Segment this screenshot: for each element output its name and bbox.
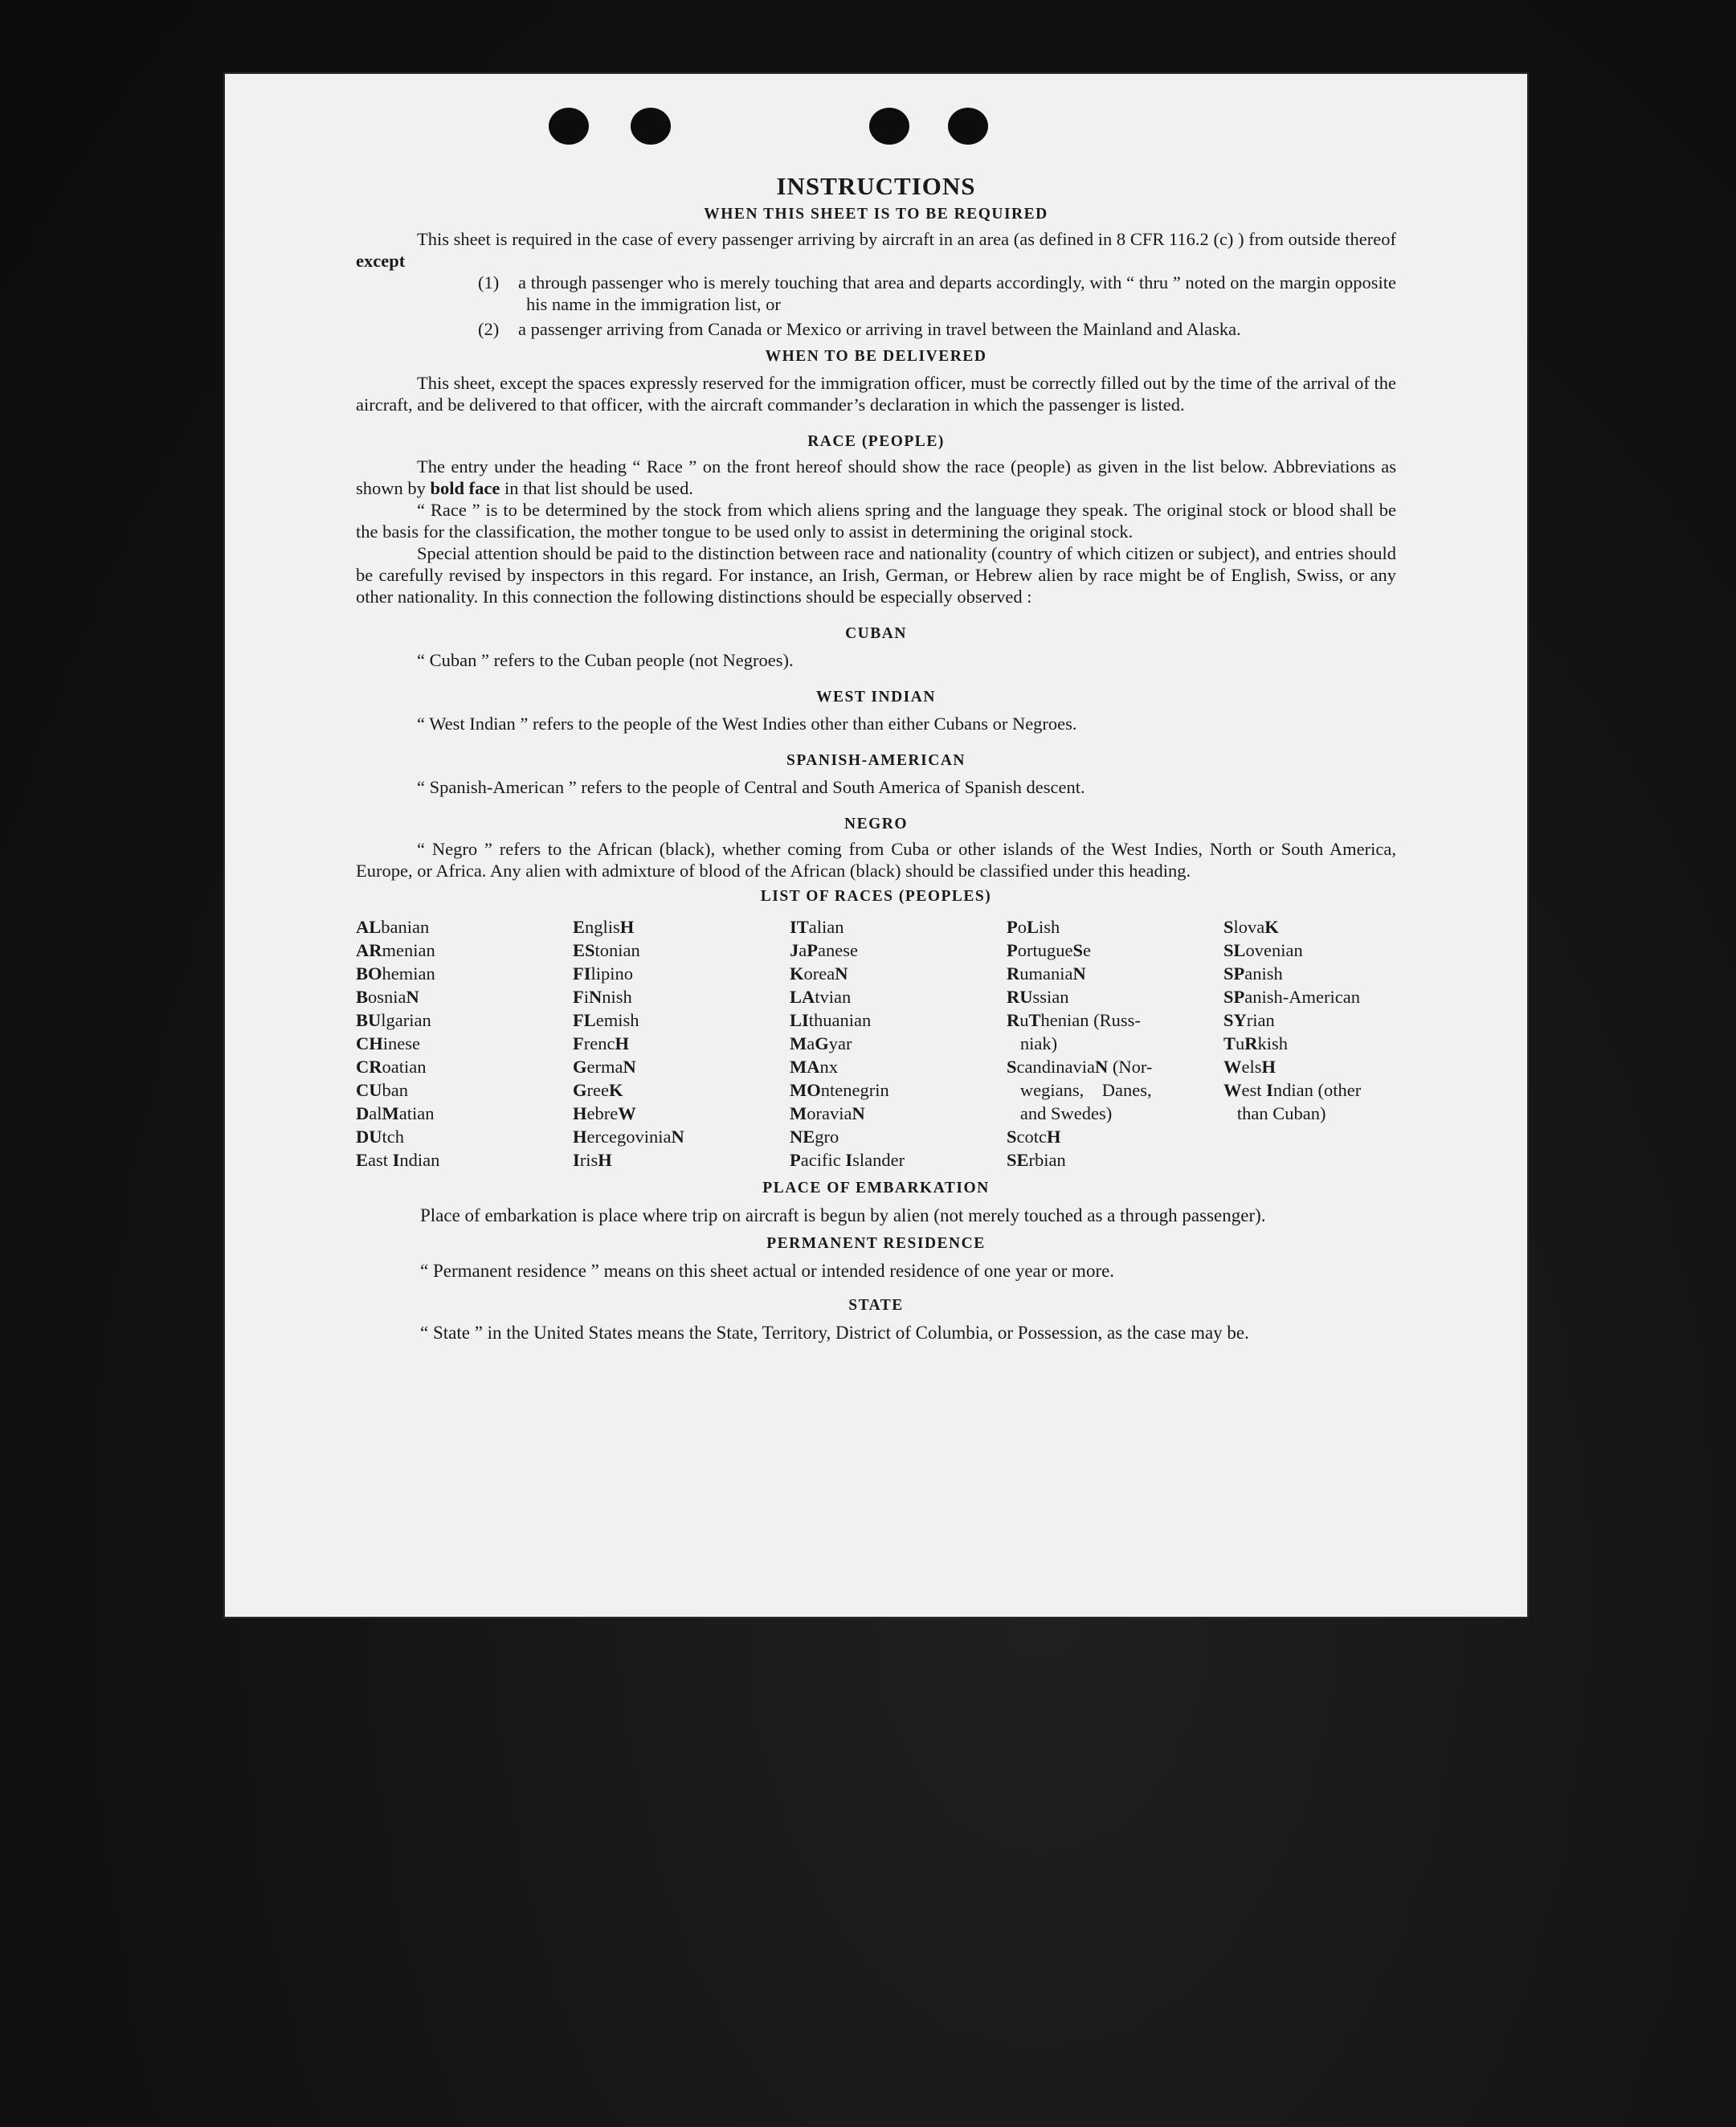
heading-list-of-races: LIST OF RACES (PEOPLES) bbox=[760, 888, 992, 905]
race-entry: ScotcH bbox=[1007, 1127, 1061, 1147]
race-entry: wegians, Danes, bbox=[1007, 1080, 1152, 1100]
punch-hole bbox=[948, 108, 988, 145]
race-entry: DUtch bbox=[356, 1127, 404, 1147]
race-entry: RumaniaN bbox=[1007, 963, 1086, 984]
heading-negro: NEGRO bbox=[843, 816, 908, 832]
state-text: “ State ” in the United States means the State, Territory, District of Columbia, or Possession, as the case may be. bbox=[420, 1323, 1249, 1343]
race-entry: SErbian bbox=[1007, 1150, 1066, 1170]
races-column bbox=[573, 915, 790, 1172]
spanish-american-text: “ Spanish-American ” refers to the people of Central and South America of Spanish descent. bbox=[417, 777, 1085, 797]
race-entry: EnglisH bbox=[573, 917, 635, 937]
heading-when-delivered: WHEN TO BE DELIVERED bbox=[765, 348, 987, 365]
races-list bbox=[356, 915, 1396, 1172]
exception-item: (2) a passenger arriving from Canada or Mexico or arriving in travel between the Mainland and Alaska. bbox=[478, 319, 1241, 339]
heading-when-required: WHEN THIS SHEET IS TO BE REQUIRED bbox=[704, 206, 1048, 223]
west-indian-text: “ West Indian ” refers to the people of the West Indies other than either Cubans or Negroes. bbox=[417, 714, 1077, 734]
instructions-content bbox=[356, 172, 1396, 1346]
race-entry: BUlgarian bbox=[356, 1010, 431, 1030]
race-entry: LIthuanian bbox=[790, 1010, 872, 1030]
race-entry: PoLish bbox=[1007, 917, 1060, 937]
when-required-intro: This sheet is required in the case of every passenger arriving by aircraft in an area (as defined in 8 CFR 116.2 (c) ) from outside thereof except bbox=[356, 229, 1396, 271]
races-column bbox=[1223, 915, 1396, 1172]
race-entry: East Indian bbox=[356, 1150, 440, 1170]
race-entry: SLovenian bbox=[1223, 940, 1303, 960]
race-entry: BosniaN bbox=[356, 987, 419, 1007]
race-paragraph-2: “ Race ” is to be determined by the stock from which aliens spring and the language they speak. The original stock or blood shall be the basis for the classification, the mother tongue to be used only to assist in determining the original stock. bbox=[356, 500, 1396, 542]
race-entry: FIlipino bbox=[573, 963, 634, 984]
race-entry: SYrian bbox=[1223, 1010, 1275, 1030]
race-entry: IrisH bbox=[573, 1150, 612, 1170]
race-entry: CRoatian bbox=[356, 1057, 427, 1077]
race-entry: GreeK bbox=[573, 1080, 623, 1100]
race-entry: ITalian bbox=[790, 917, 844, 937]
race-entry: SPanish-American bbox=[1223, 987, 1360, 1007]
race-entry: MoraviaN bbox=[790, 1103, 865, 1123]
races-column bbox=[356, 915, 573, 1172]
heading-race: RACE (PEOPLE) bbox=[807, 433, 945, 450]
race-entry: FrencH bbox=[573, 1033, 629, 1053]
race-entry: JaPanese bbox=[790, 940, 858, 960]
race-entry: MaGyar bbox=[790, 1033, 852, 1053]
race-entry: ScandinaviaN (Nor- bbox=[1007, 1057, 1153, 1077]
race-entry: FLemish bbox=[573, 1010, 639, 1030]
race-entry: and Swedes) bbox=[1007, 1103, 1113, 1123]
race-entry: Pacific Islander bbox=[790, 1150, 905, 1170]
race-entry: TuRkish bbox=[1223, 1033, 1289, 1053]
race-entry: EStonian bbox=[573, 940, 640, 960]
race-entry: West Indian (other bbox=[1223, 1080, 1362, 1100]
when-delivered-text: This sheet, except the spaces expressly reserved for the immigration officer, must be correctly filled out by the time of the arrival of the aircraft, and be delivered to that officer, with the aircraft commander’s declaration in which the passenger is listed. bbox=[356, 373, 1396, 415]
race-entry: FiNnish bbox=[573, 987, 632, 1007]
page-title: INSTRUCTIONS bbox=[776, 172, 976, 200]
race-entry: CHinese bbox=[356, 1033, 420, 1053]
race-entry: ALbanian bbox=[356, 917, 430, 937]
race-entry: HercegoviniaN bbox=[573, 1127, 684, 1147]
race-entry: HebreW bbox=[573, 1103, 636, 1123]
race-entry: DalMatian bbox=[356, 1103, 435, 1123]
embarkation-text: Place of embarkation is place where trip on aircraft is begun by alien (not merely touched as a through passenger). bbox=[420, 1205, 1266, 1225]
heading-state: STATE bbox=[848, 1297, 904, 1314]
race-entry: niak) bbox=[1007, 1033, 1058, 1053]
race-entry: RUssian bbox=[1007, 987, 1069, 1007]
race-entry: MAnx bbox=[790, 1057, 838, 1077]
heading-west-indian: WEST INDIAN bbox=[816, 689, 936, 706]
race-entry: CUban bbox=[356, 1080, 408, 1100]
races-column bbox=[790, 915, 1007, 1172]
race-entry: PortugueSe bbox=[1007, 940, 1091, 960]
race-paragraph-1: The entry under the heading “ Race ” on the front hereof should show the race (people) as given in the list below. Abbreviations as shown by bold face in that list should be used. bbox=[356, 456, 1396, 498]
exception-item: (1) a through passenger who is merely touching that area and departs accordingly, with “ thru ” noted on the margin opposite his name in the immigration list, or bbox=[478, 272, 1396, 314]
punch-hole bbox=[631, 108, 671, 145]
race-entry: MOntenegrin bbox=[790, 1080, 889, 1100]
race-entry: SPanish bbox=[1223, 963, 1283, 984]
document-page bbox=[225, 74, 1527, 1617]
heading-embarkation: PLACE OF EMBARKATION bbox=[762, 1180, 990, 1196]
punch-hole bbox=[869, 108, 909, 145]
heading-spanish-american: SPANISH-AMERICAN bbox=[786, 752, 966, 769]
race-entry: SlovaK bbox=[1223, 917, 1279, 937]
heading-cuban: CUBAN bbox=[845, 625, 907, 642]
race-entry: NEgro bbox=[790, 1127, 839, 1147]
lower-sections bbox=[356, 1178, 1396, 1346]
heading-residence: PERMANENT RESIDENCE bbox=[766, 1235, 986, 1252]
race-entry: RuThenian (Russ- bbox=[1007, 1010, 1141, 1030]
race-entry: KoreaN bbox=[790, 963, 848, 984]
punch-hole bbox=[549, 108, 589, 145]
race-paragraph-3: Special attention should be paid to the distinction between race and nationality (country of which citizen or subject), and entries should be carefully revised by inspectors in this regard. For instance, an Irish, German, or Hebrew alien by race might be of English, Swiss, or any other nationality. In this connection the following distinctions should be especially observed : bbox=[356, 543, 1396, 607]
cuban-text: “ Cuban ” refers to the Cuban people (not Negroes). bbox=[417, 650, 794, 670]
residence-text: “ Permanent residence ” means on this sheet actual or intended residence of one year or more. bbox=[420, 1261, 1115, 1281]
race-entry: ARmenian bbox=[356, 940, 435, 960]
race-entry: GermaN bbox=[573, 1057, 636, 1077]
race-entry: WelsH bbox=[1223, 1057, 1276, 1077]
race-entry: than Cuban) bbox=[1223, 1103, 1326, 1123]
races-column bbox=[1007, 915, 1223, 1172]
race-entry: LAtvian bbox=[790, 987, 852, 1007]
race-entry: BOhemian bbox=[356, 963, 435, 984]
negro-text: “ Negro ” refers to the African (black), whether coming from Cuba or other islands of the West Indies, North or South America, Europe, or Africa. Any alien with admixture of blood of the African (black) should be classified under this heading. bbox=[356, 839, 1396, 881]
